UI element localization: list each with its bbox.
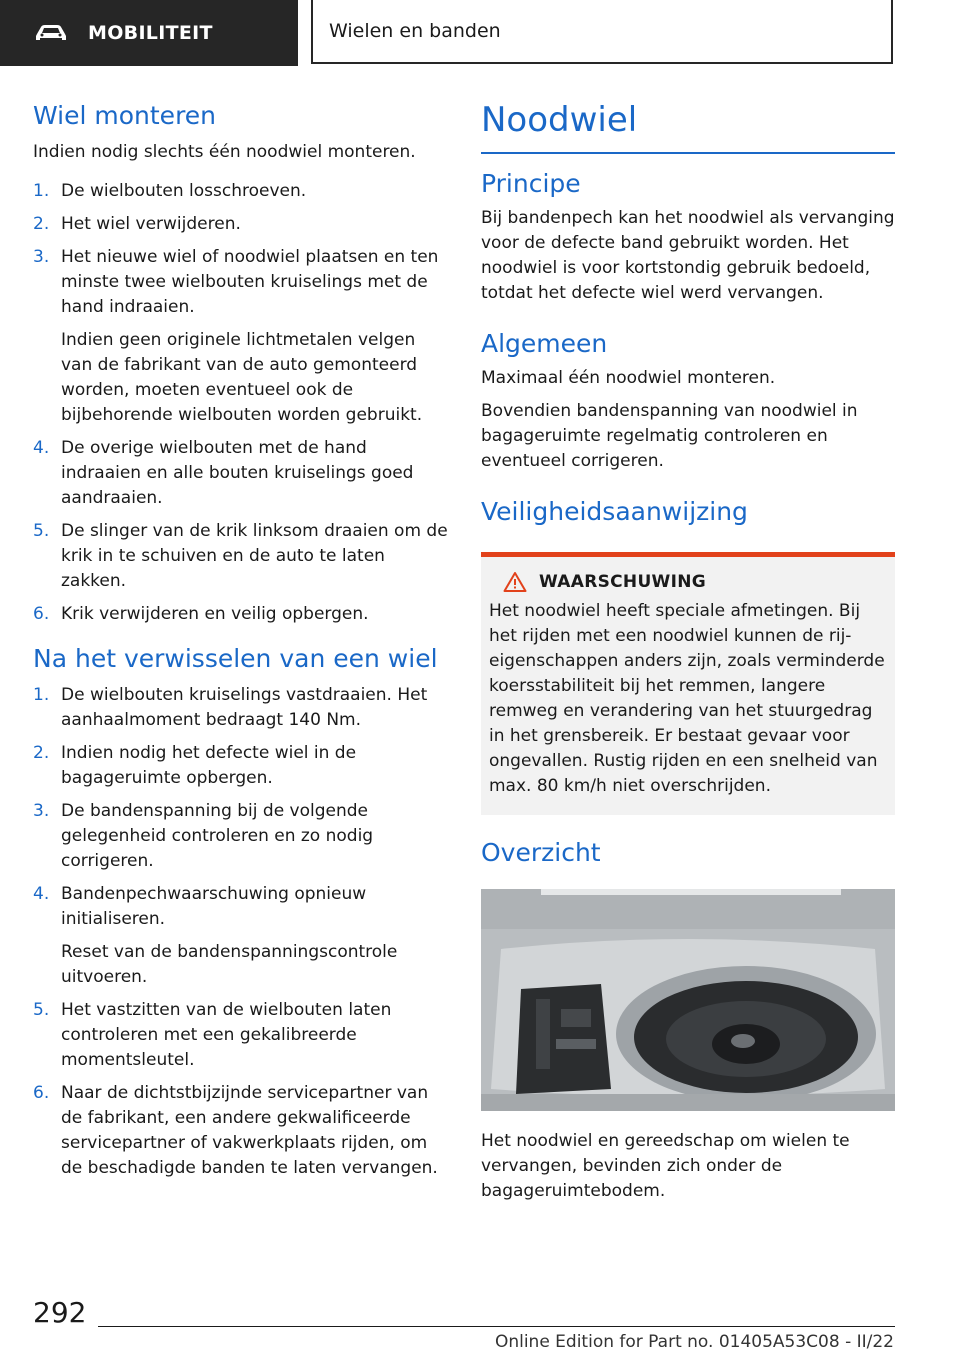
mount-steps-list (33, 179, 448, 627)
warning-label: WAARSCHUWING (539, 572, 707, 592)
principe-text: Bij bandenpech kan het noodwiel als vervanging voor de defecte band gebruikt worden. Het noodwiel is voor kortstondig gebruik bedoeld, totdat het defecte wiel werd vervangen. (481, 208, 895, 303)
list-item: 6. Naar de dichtstbijzijnde servicepartner van de fabrikant, een andere gekwalificeerde servicepartner of vakwerkplaats rijden, om de beschadigde banden te laten vervangen. (33, 1083, 438, 1178)
list-item: 5. De slinger van de krik linksom draaien om de krik in te schuiven en de auto te laten zakken. (33, 521, 448, 591)
heading-algemeen: Algemeen (481, 329, 608, 358)
right-column (481, 100, 895, 1204)
section-label: MOBILITEIT (88, 22, 213, 44)
heading-wiel-monteren: Wiel monteren (33, 101, 217, 130)
algemeen-text-1: Maximaal één noodwiel monteren. (481, 368, 776, 388)
list-item: 6. Krik verwijderen en veilig opbergen. (33, 604, 369, 624)
after-change-steps-list (33, 683, 448, 1181)
warning-header (489, 571, 887, 593)
intro-text: Indien nodig slechts één noodwiel monteren. (33, 142, 416, 162)
heading-principe: Principe (481, 169, 581, 198)
list-item: 2. Indien nodig het defecte wiel in de bagageruimte opbergen. (33, 743, 357, 788)
page-number: 292 (33, 1296, 87, 1329)
section-tab (0, 0, 298, 66)
car-icon (34, 23, 68, 43)
list-item: 4. De overige wielbouten met de hand indraaien en alle bouten kruiselings goed aandraaien. (33, 438, 414, 508)
warning-triangle-icon (503, 571, 527, 593)
step-note: Indien geen originele lichtmetalen velgen van de fabrikant van de auto gemonteerd worden, moeten eventueel ook de bijbehorende wielbouten worden gebruikt. (61, 330, 423, 425)
list-item: 1. De wielbouten losschroeven. (33, 181, 307, 201)
left-column (33, 100, 448, 1189)
algemeen-text-2: Bovendien bandenspanning van noodwiel in bagageruimte regelmatig controleren en eventueel corrigeren. (481, 401, 858, 471)
footer-divider (98, 1326, 895, 1327)
step-note: Reset van de bandenspanningscontrole uitvoeren. (61, 942, 398, 987)
chapter-title: Wielen en banden (311, 0, 893, 64)
list-item: 1. De wielbouten kruiselings vastdraaien. Het aanhaalmoment bedraagt 140 Nm. (33, 685, 428, 730)
warning-text: Het noodwiel heeft speciale afmetingen. Bij het rijden met een noodwiel kunnen de rij-eigenschappen anders zijn, zoals verminderde koersstabiliteit bij het remmen, langere remweg en verandering van het stuurgedrag in het grensbereik. Er bestaat gevaar voor ongevallen. Rustig rijden en een snelheid van max. 80 km/h niet overschrijden. (489, 601, 885, 796)
list-item: 3. Het nieuwe wiel of noodwiel plaatsen en ten minste twee wielbouten kruiselings met de hand indraaien. Indien geen originele lichtmetalen velgen van de fabrikant van de auto gemonteerd worden, moeten eventueel ook de bijbehorende wielbouten worden gebruikt. (33, 245, 448, 428)
heading-overzicht: Overzicht (481, 838, 601, 867)
spare-wheel-photo (481, 889, 895, 1111)
edition-label: Online Edition for Part no. 01405A53C08 - II/22 (494, 1332, 894, 1352)
list-item: 3. De bandenspanning bij de volgende gelegenheid controleren en zo nodig corrigeren. (33, 801, 374, 871)
title-divider (481, 152, 895, 154)
warning-box (481, 557, 895, 815)
list-item: 5. Het vastzitten van de wielbouten laten controleren met een gekalibreerde momentsleutel. (33, 1000, 392, 1070)
photo-caption: Het noodwiel en gereedschap om wielen te vervangen, bevinden zich onder de bagageruimtebodem. (481, 1131, 850, 1201)
heading-veiligheid: Veiligheidsaanwijzing (481, 497, 748, 526)
list-item: 2. Het wiel verwijderen. (33, 214, 241, 234)
list-item: 4. Bandenpechwaarschuwing opnieuw initialiseren. Reset van de bandenspanningscontrole uitvoeren. (33, 882, 448, 990)
heading-na-verwisselen: Na het verwisselen van een wiel (33, 644, 438, 673)
page-title: Noodwiel (481, 100, 638, 140)
